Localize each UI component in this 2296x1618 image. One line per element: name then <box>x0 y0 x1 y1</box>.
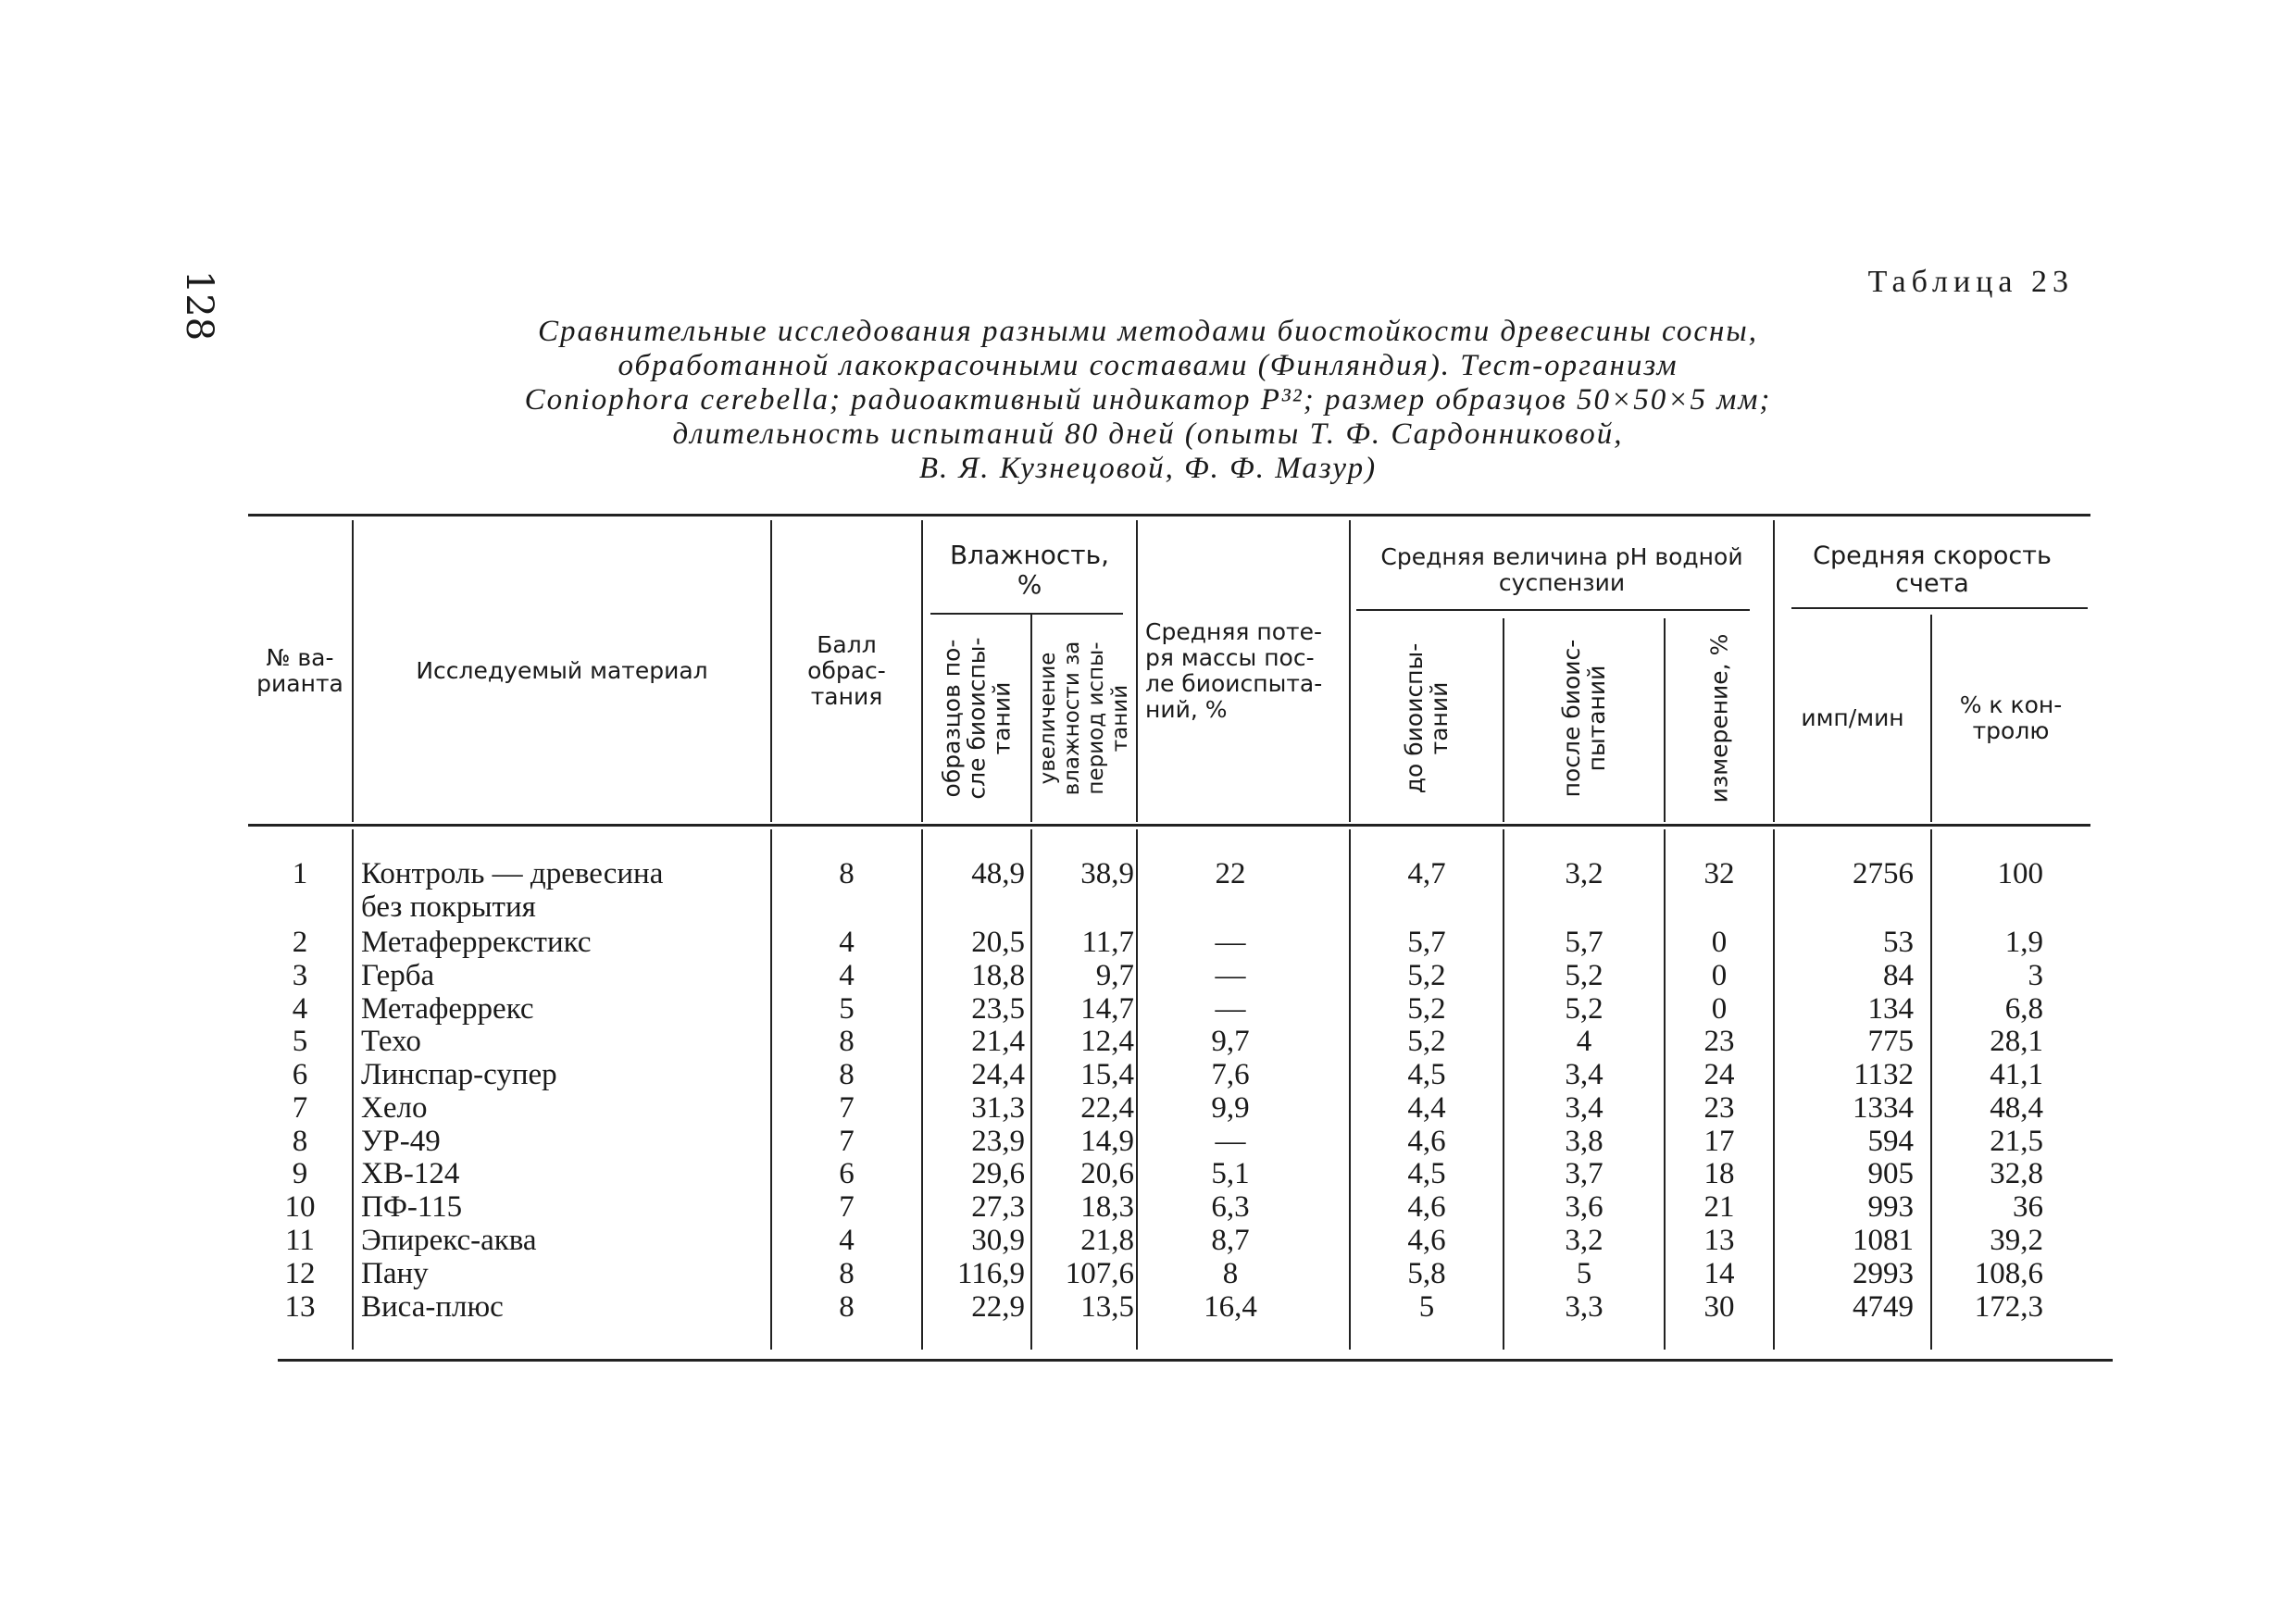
cell-ph-after <box>1504 890 1664 924</box>
cell-humidity-after: 22,9 <box>971 1290 1025 1324</box>
table-caption <box>407 315 1889 486</box>
cell-mass-loss: 22 <box>1215 857 1246 890</box>
cell-rate-imp <box>1775 890 1914 924</box>
cell-mass-loss: 8,7 <box>1211 1224 1250 1257</box>
cell-mass-loss: — <box>1215 926 1246 959</box>
cell-score: 8 <box>839 857 855 890</box>
ph-group-rule <box>1356 609 1750 611</box>
cell-ph-before: 4,5 <box>1407 1058 1446 1091</box>
cell-rate-pct: 100 <box>1997 857 2043 890</box>
cell-rate-imp: 905 <box>1867 1157 1914 1190</box>
cell-humidity-increase: 21,8 <box>1080 1224 1134 1257</box>
cell-ph-after: 5 <box>1576 1257 1592 1290</box>
cell-ph-after: 3,3 <box>1565 1290 1603 1324</box>
cell-humidity-after: 24,4 <box>971 1058 1025 1091</box>
cell-material: без покрытия <box>361 890 536 924</box>
cell-ph-before: 5,2 <box>1407 1025 1446 1058</box>
cell-humidity-after: 23,9 <box>971 1125 1025 1158</box>
cell-ph-change: 23 <box>1703 1091 1735 1125</box>
cell-ph-before: 4,6 <box>1407 1190 1446 1224</box>
cell-material: ХВ-124 <box>361 1157 460 1190</box>
cell-ph-change: 30 <box>1703 1290 1735 1324</box>
cell-rate-imp: 775 <box>1867 1025 1914 1058</box>
cell-mass-loss: 9,7 <box>1211 1025 1250 1058</box>
cell-humidity-increase: 18,3 <box>1080 1190 1134 1224</box>
cell-ph-change: 24 <box>1703 1058 1735 1091</box>
cell-ph-before: 5,7 <box>1407 926 1446 959</box>
cell-ph-after: 3,7 <box>1565 1157 1603 1190</box>
cell-ph-before: 5,2 <box>1407 959 1446 992</box>
cell-rate-imp: 993 <box>1867 1190 1914 1224</box>
cell-ph-after: 3,2 <box>1565 1224 1603 1257</box>
cell-ph-before: 4,5 <box>1407 1157 1446 1190</box>
header-mass-loss: Средняя поте- ря массы пос- ле биоиспыта- ний, % <box>1145 618 1323 723</box>
cell-mass-loss: 6,3 <box>1211 1190 1250 1224</box>
cell-humidity-increase: 12,4 <box>1080 1025 1134 1058</box>
cell-score: 8 <box>839 1290 855 1324</box>
cell-humidity-increase: 15,4 <box>1080 1058 1134 1091</box>
cell-mass-loss: 7,6 <box>1211 1058 1250 1091</box>
cell-material: Пану <box>361 1257 429 1290</box>
cell-humidity-after: 48,9 <box>971 857 1025 890</box>
cell-humidity-after: 30,9 <box>971 1224 1025 1257</box>
cell-rate-imp: 84 <box>1883 959 1914 992</box>
cell-ph-change <box>1666 890 1773 924</box>
caption-line: обработанной лакокрасочными составами (Финляндия). Тест-организм <box>618 349 1678 382</box>
cell-rate-imp: 53 <box>1883 926 1914 959</box>
cell-variant: 1 <box>292 857 308 890</box>
cell-rate-pct: 36 <box>2013 1190 2043 1224</box>
header-ph-change-cell <box>1666 615 1773 822</box>
cell-ph-after: 3,2 <box>1565 857 1603 890</box>
cell-score: 8 <box>839 1257 855 1290</box>
caption-line: длительность испытаний 80 дней (опыты Т. Ф. Сардонниковой, <box>672 417 1624 451</box>
cell-material: УР-49 <box>361 1125 441 1158</box>
cell-score: 7 <box>839 1091 855 1125</box>
cell-rate-pct: 1,9 <box>2004 926 2043 959</box>
cell-humidity-after: 20,5 <box>971 926 1025 959</box>
cell-material: Контроль — древесина <box>361 857 664 890</box>
cell-variant: 3 <box>292 959 308 992</box>
cell-ph-before: 5 <box>1418 1290 1435 1324</box>
cell-humidity-increase: 22,4 <box>1080 1091 1134 1125</box>
cell-variant: 6 <box>292 1058 308 1091</box>
header-rate-pct: % к кон- тролю <box>1959 691 2063 744</box>
rate-group-rule <box>1791 607 2088 609</box>
cell-material: Герба <box>361 959 435 992</box>
header-bottom-rule <box>248 824 2090 827</box>
cell-rate-pct: 3 <box>2028 959 2043 992</box>
cell-humidity-after: 18,8 <box>971 959 1025 992</box>
cell-material: Хело <box>361 1091 428 1125</box>
cell-ph-after: 3,6 <box>1565 1190 1603 1224</box>
cell-ph-before <box>1351 890 1503 924</box>
cell-mass-loss: 16,4 <box>1204 1290 1257 1324</box>
cell-rate-imp: 2756 <box>1853 857 1914 890</box>
cell-humidity-increase: 107,6 <box>1065 1257 1134 1290</box>
cell-rate-imp: 1334 <box>1853 1091 1914 1125</box>
cell-score: 4 <box>839 1224 855 1257</box>
cell-rate-pct: 6,8 <box>2004 992 2043 1026</box>
header-humidity-increase-cell <box>1032 615 1136 822</box>
caption-line: Coniophora cerebella; радиоактивный индикатор P³²; размер образцов 50×50×5 мм; <box>524 383 1772 417</box>
cell-rate-pct: 172,3 <box>1974 1290 2043 1324</box>
cell-ph-change: 0 <box>1711 959 1728 992</box>
cell-humidity-increase: 20,6 <box>1080 1157 1134 1190</box>
header-humidity-group: Влажность, % <box>949 540 1110 600</box>
header-humidity-increase: увеличение влажности за период испы- таний <box>1036 641 1132 796</box>
cell-variant: 10 <box>284 1190 316 1224</box>
header-ph-before: до биоиспы- таний <box>1401 642 1453 794</box>
header-rate-imp: имп/мин <box>1801 704 1904 731</box>
cell-humidity-after: 21,4 <box>971 1025 1025 1058</box>
cell-humidity-after <box>923 890 1025 924</box>
cell-variant: 2 <box>292 926 308 959</box>
cell-rate-pct <box>1932 890 2043 924</box>
cell-mass-loss: 8 <box>1222 1257 1239 1290</box>
cell-score: 5 <box>839 992 855 1026</box>
cell-ph-change: 23 <box>1703 1025 1735 1058</box>
cell-rate-pct: 108,6 <box>1974 1257 2043 1290</box>
cell-score: 7 <box>839 1125 855 1158</box>
header-ph-after: после биоис- пытаний <box>1558 639 1610 798</box>
cell-variant: 8 <box>292 1125 308 1158</box>
cell-ph-change: 18 <box>1703 1157 1735 1190</box>
cell-rate-imp: 1132 <box>1853 1058 1914 1091</box>
cell-mass-loss <box>1138 890 1323 924</box>
cell-ph-after: 3,4 <box>1565 1091 1603 1125</box>
table-label: Таблица 23 <box>1867 265 2074 299</box>
cell-humidity-increase: 13,5 <box>1080 1290 1134 1324</box>
cell-rate-pct: 32,8 <box>1990 1157 2043 1190</box>
cell-ph-before: 4,7 <box>1407 857 1446 890</box>
header-ph-change: измерение, % <box>1705 633 1733 803</box>
cell-material: Линспар-супер <box>361 1058 557 1091</box>
cell-humidity-after: 29,6 <box>971 1157 1025 1190</box>
cell-humidity-increase <box>1032 890 1134 924</box>
cell-variant: 11 <box>285 1224 315 1257</box>
cell-ph-after: 4 <box>1576 1025 1592 1058</box>
cell-ph-change: 32 <box>1703 857 1735 890</box>
cell-variant: 13 <box>284 1290 316 1324</box>
cell-ph-change: 21 <box>1703 1190 1735 1224</box>
cell-variant: 9 <box>292 1157 308 1190</box>
cell-rate-imp: 2993 <box>1853 1257 1914 1290</box>
cell-ph-before: 5,8 <box>1407 1257 1446 1290</box>
cell-ph-before: 4,6 <box>1407 1125 1446 1158</box>
cell-score: 6 <box>839 1157 855 1190</box>
cell-humidity-after: 27,3 <box>971 1190 1025 1224</box>
cell-rate-imp: 1081 <box>1853 1224 1914 1257</box>
cell-material: Эпирекс-аква <box>361 1224 537 1257</box>
cell-ph-change: 0 <box>1711 992 1728 1026</box>
cell-ph-change: 17 <box>1703 1125 1735 1158</box>
cell-mass-loss: — <box>1215 959 1246 992</box>
cell-ph-after: 3,4 <box>1565 1058 1603 1091</box>
header-variant: № ва- рианта <box>256 644 343 697</box>
cell-ph-after: 5,7 <box>1565 926 1603 959</box>
cell-material: Метаферрекстикс <box>361 926 592 959</box>
cell-rate-pct: 48,4 <box>1990 1091 2043 1125</box>
caption-line: В. Я. Кузнецовой, Ф. Ф. Мазур) <box>918 452 1378 485</box>
cell-score: 7 <box>839 1190 855 1224</box>
cell-variant: 4 <box>292 992 308 1026</box>
cell-material: ПФ-115 <box>361 1190 463 1224</box>
cell-rate-imp: 134 <box>1867 992 1914 1026</box>
cell-humidity-increase: 9,7 <box>1095 959 1134 992</box>
header-humidity-after-cell <box>923 615 1030 822</box>
cell-rate-pct: 21,5 <box>1990 1125 2043 1158</box>
cell-ph-before: 4,6 <box>1407 1224 1446 1257</box>
cell-score: 8 <box>839 1025 855 1058</box>
cell-humidity-increase: 11,7 <box>1081 926 1134 959</box>
cell-ph-before: 4,4 <box>1407 1091 1446 1125</box>
cell-ph-after: 5,2 <box>1565 992 1603 1026</box>
header-material: Исследуемый материал <box>416 657 708 684</box>
header-ph-before-cell <box>1351 615 1503 822</box>
cell-ph-change: 13 <box>1703 1224 1735 1257</box>
header-humidity-after: образцов по- сле биоиспы- таний <box>938 637 1016 800</box>
cell-score: 4 <box>839 959 855 992</box>
cell-material: Техо <box>361 1025 421 1058</box>
cell-variant <box>248 890 352 924</box>
cell-material: Метаферрекс <box>361 992 534 1026</box>
header-ph-after-cell <box>1504 615 1664 822</box>
cell-score: 8 <box>839 1058 855 1091</box>
cell-ph-after: 3,8 <box>1565 1125 1603 1158</box>
cell-variant: 12 <box>284 1257 316 1290</box>
cell-rate-pct: 28,1 <box>1990 1025 2043 1058</box>
cell-humidity-after: 23,5 <box>971 992 1025 1026</box>
col-rule <box>352 829 354 1350</box>
cell-humidity-increase: 14,7 <box>1080 992 1134 1026</box>
cell-humidity-after: 116,9 <box>956 1257 1025 1290</box>
cell-humidity-increase: 14,9 <box>1080 1125 1134 1158</box>
header-score: Балл обрас- тания <box>807 631 886 710</box>
cell-ph-change: 14 <box>1703 1257 1735 1290</box>
cell-rate-imp: 594 <box>1867 1125 1914 1158</box>
cell-humidity-after: 31,3 <box>971 1091 1025 1125</box>
cell-humidity-increase: 38,9 <box>1080 857 1134 890</box>
cell-ph-change: 0 <box>1711 926 1728 959</box>
cell-mass-loss: 9,9 <box>1211 1091 1250 1125</box>
page-number: 128 <box>178 269 220 342</box>
cell-mass-loss: — <box>1215 1125 1246 1158</box>
cell-rate-imp: 4749 <box>1853 1290 1914 1324</box>
caption-line: Сравнительные исследования разными методами биостойкости древесины сосны, <box>538 315 1758 348</box>
table-bottom-rule <box>278 1359 2113 1362</box>
header-ph-group: Средняя величина pH водной суспензии <box>1380 543 1743 596</box>
header-rate-group: Средняя скорость счета <box>1813 541 2052 598</box>
cell-ph-before: 5,2 <box>1407 992 1446 1026</box>
cell-variant: 7 <box>292 1091 308 1125</box>
cell-variant: 5 <box>292 1025 308 1058</box>
cell-rate-pct: 39,2 <box>1990 1224 2043 1257</box>
cell-mass-loss: — <box>1215 992 1246 1026</box>
cell-ph-after: 5,2 <box>1565 959 1603 992</box>
table-top-rule <box>248 514 2090 517</box>
cell-mass-loss: 5,1 <box>1211 1157 1250 1190</box>
cell-score <box>772 890 921 924</box>
cell-rate-pct: 41,1 <box>1990 1058 2043 1091</box>
cell-score: 4 <box>839 926 855 959</box>
cell-material: Виса-плюс <box>361 1290 504 1324</box>
